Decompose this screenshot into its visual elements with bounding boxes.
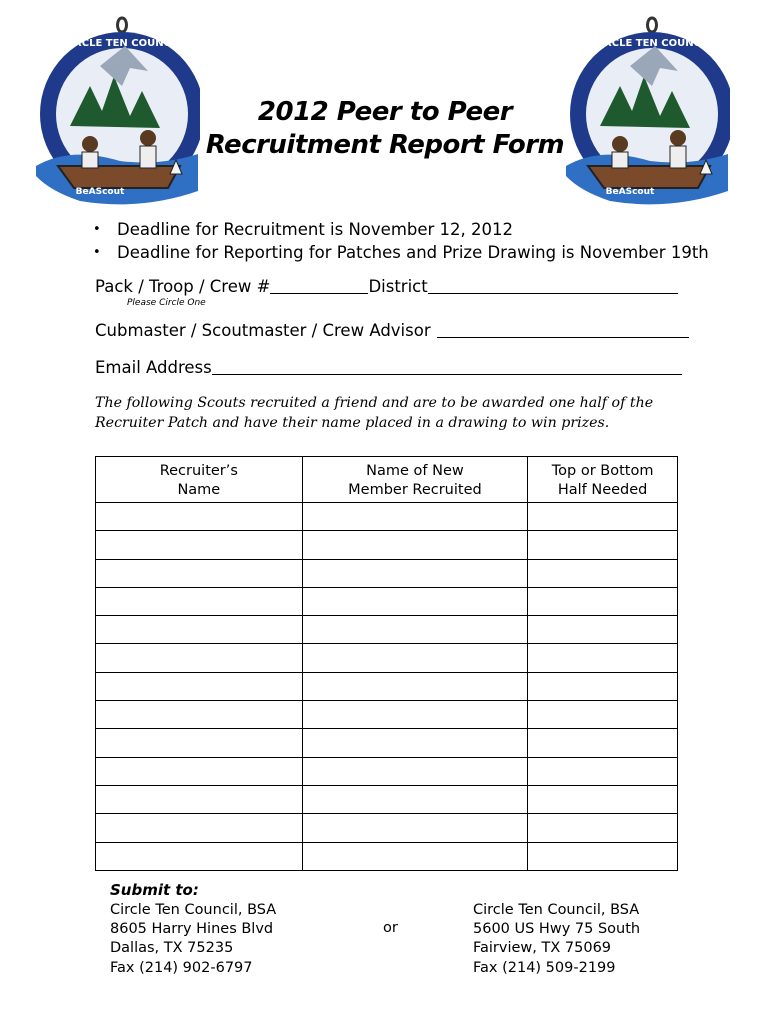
recruiter-name-cell[interactable] [96, 531, 303, 559]
council-patch-logo-right [560, 16, 730, 212]
email-field[interactable] [212, 357, 682, 375]
new-member-cell[interactable] [302, 503, 528, 531]
intro-text: The following Scouts recruited a friend and are to be awarded one half of the Recruiter Patch and have their name placed in a drawing to win prizes. [95, 395, 654, 431]
half-needed-cell[interactable] [528, 531, 678, 559]
table-row [96, 587, 678, 615]
half-needed-cell[interactable] [528, 559, 678, 587]
new-member-cell[interactable] [302, 814, 528, 842]
recruit-table-body [96, 503, 678, 871]
unit-number-field[interactable] [270, 276, 368, 294]
address-line: 8605 Harry Hines Blvd [110, 921, 274, 938]
header-recruiter-name: Recruiter’s Name [96, 457, 303, 503]
form-title [200, 96, 570, 162]
table-row [96, 531, 678, 559]
header-new-member-name: Name of New Member Recruited [302, 457, 528, 503]
new-member-cell[interactable] [302, 842, 528, 870]
circle-one-note: Please Circle One [127, 298, 206, 308]
address-dallas [110, 901, 276, 978]
new-member-cell[interactable] [302, 672, 528, 700]
unit-label: Pack / Troop / Crew # [95, 277, 271, 296]
unit-district-line [95, 276, 678, 296]
recruiter-name-cell[interactable] [96, 757, 303, 785]
table-row [96, 644, 678, 672]
half-needed-cell[interactable] [528, 503, 678, 531]
deadline-recruitment: • Deadline for Recruitment is November 12, 2012 [95, 218, 709, 241]
recruiter-name-cell[interactable] [96, 503, 303, 531]
form-title-line-2: Recruitment Report Form [205, 130, 565, 160]
table-row [96, 701, 678, 729]
table-header-row [96, 457, 678, 503]
table-row [96, 729, 678, 757]
table-row [96, 672, 678, 700]
leader-name-field[interactable] [437, 320, 689, 338]
new-member-cell[interactable] [302, 587, 528, 615]
address-line: Circle Ten Council, BSA [473, 902, 640, 918]
table-row [96, 616, 678, 644]
recruiter-name-cell[interactable] [96, 814, 303, 842]
recruiter-name-cell[interactable] [96, 701, 303, 729]
new-member-cell[interactable] [302, 531, 528, 559]
recruiter-name-cell[interactable] [96, 842, 303, 870]
recruiter-name-cell[interactable] [96, 785, 303, 813]
recruiter-name-cell[interactable] [96, 559, 303, 587]
half-needed-cell[interactable] [528, 616, 678, 644]
half-needed-cell[interactable] [528, 587, 678, 615]
address-line: 5600 US Hwy 75 South [473, 921, 641, 938]
half-needed-cell[interactable] [528, 842, 678, 870]
new-member-cell[interactable] [302, 701, 528, 729]
new-member-cell[interactable] [302, 616, 528, 644]
recruiter-name-cell[interactable] [96, 616, 303, 644]
fax-number: Fax (214) 902-6797 [110, 959, 253, 976]
half-needed-cell[interactable] [528, 672, 678, 700]
email-line [95, 357, 682, 377]
svg-text:BeAScout: BeAScout [75, 187, 125, 197]
half-needed-cell[interactable] [528, 785, 678, 813]
svg-text:CIRCLE TEN COUNCIL: CIRCLE TEN COUNCIL [592, 38, 712, 49]
recruit-table [95, 456, 678, 871]
table-row [96, 842, 678, 870]
table-row [96, 559, 678, 587]
leader-line [95, 320, 689, 340]
table-row [96, 814, 678, 842]
svg-text:BeAScout: BeAScout [605, 187, 655, 197]
address-fairview [473, 901, 640, 978]
email-label: Email Address [95, 358, 212, 377]
table-row [96, 785, 678, 813]
half-needed-cell[interactable] [528, 729, 678, 757]
address-line: Circle Ten Council, BSA [110, 902, 277, 918]
district-label: District [368, 277, 428, 296]
recruiter-name-cell[interactable] [96, 729, 303, 757]
deadline-list [95, 218, 709, 264]
new-member-cell[interactable] [302, 559, 528, 587]
half-needed-cell[interactable] [528, 701, 678, 729]
table-row [96, 757, 678, 785]
submit-to-heading: Submit to: [110, 881, 199, 899]
new-member-cell[interactable] [302, 644, 528, 672]
half-needed-cell[interactable] [528, 814, 678, 842]
deadline-reporting: • Deadline for Reporting for Patches and Prize Drawing is November 19th [95, 241, 709, 264]
half-needed-cell[interactable] [528, 644, 678, 672]
new-member-cell[interactable] [302, 729, 528, 757]
table-row [96, 503, 678, 531]
form-title-line-1: 2012 Peer to Peer [257, 97, 513, 127]
recruiter-name-cell[interactable] [96, 644, 303, 672]
address-line: Fairview, TX 75069 [473, 940, 612, 957]
council-patch-logo-left [30, 16, 200, 212]
svg-text:CIRCLE TEN COUNCIL: CIRCLE TEN COUNCIL [62, 38, 182, 49]
recruiter-name-cell[interactable] [96, 672, 303, 700]
new-member-cell[interactable] [302, 757, 528, 785]
half-needed-cell[interactable] [528, 757, 678, 785]
leader-label: Cubmaster / Scoutmaster / Crew Advisor [95, 321, 431, 340]
recruiter-name-cell[interactable] [96, 587, 303, 615]
new-member-cell[interactable] [302, 785, 528, 813]
fax-number: Fax (214) 509-2199 [473, 959, 616, 976]
or-separator: or [383, 920, 398, 936]
address-line: Dallas, TX 75235 [110, 940, 234, 957]
header-half-needed: Top or Bottom Half Needed [528, 457, 678, 503]
district-field[interactable] [428, 276, 678, 294]
